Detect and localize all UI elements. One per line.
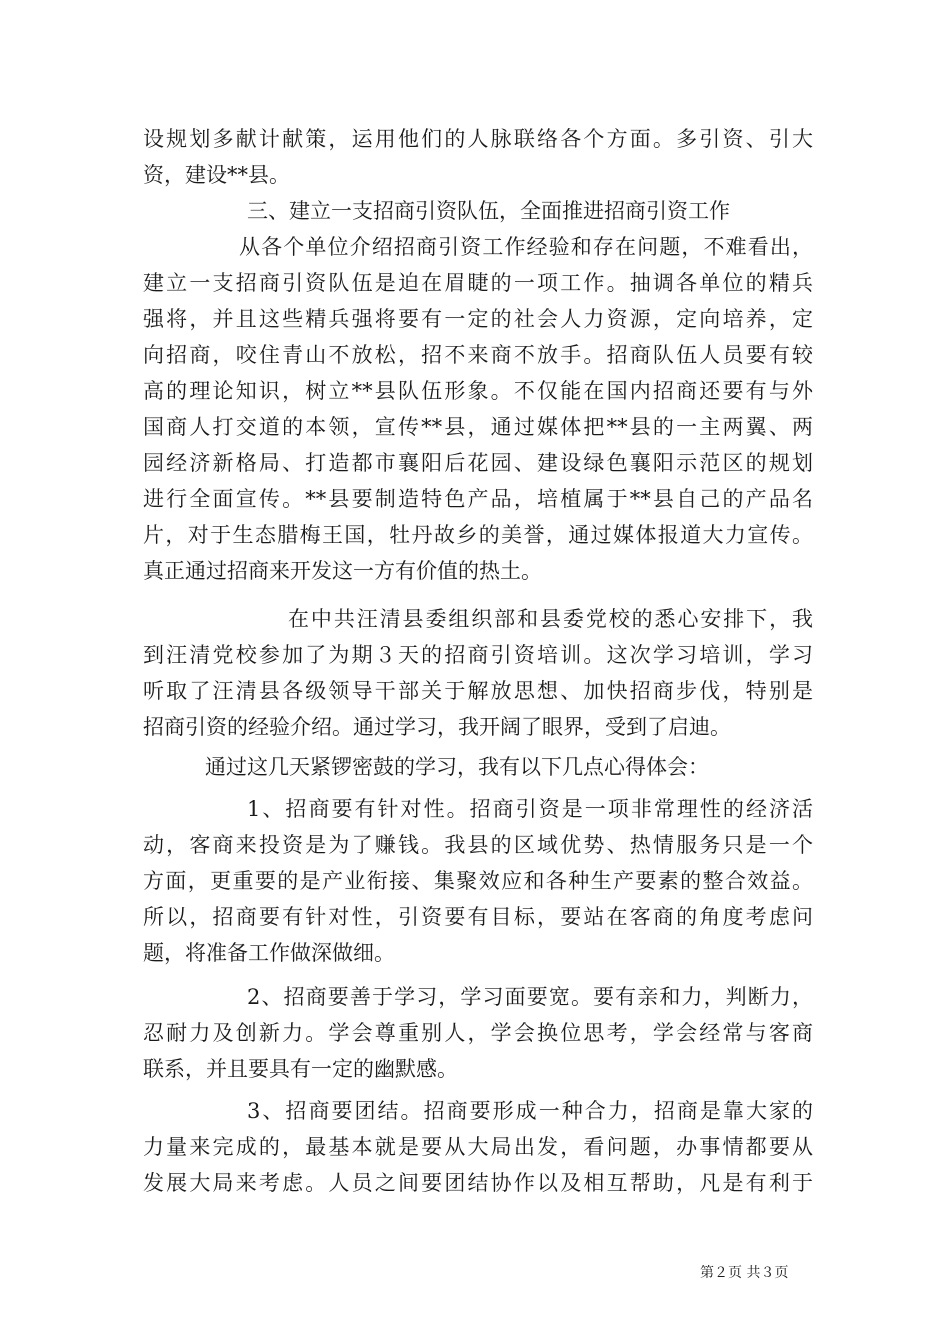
- text-line: 片，对于生态腊梅王国，牡丹故乡的美誉，通过媒体报道大力宣传。: [143, 523, 813, 547]
- text-line: 建立一支招商引资队伍是迫在眉睫的一项工作。抽调各单位的精兵: [143, 271, 813, 295]
- text-line: 向招商，咬住青山不放松，招不来商不放手。招商队伍人员要有较: [143, 343, 813, 367]
- text-line: 真正通过招商来开发这一方有价值的热土。: [143, 559, 542, 583]
- text-line: 所以，招商要有针对性，引资要有目标，要站在客商的角度考虑问: [143, 905, 813, 929]
- section-heading: 三、建立一支招商引资队伍，全面推进招商引资工作: [247, 199, 730, 223]
- text-line: 方面，更重要的是产业衔接、集聚效应和各种生产要素的整合效益。: [143, 869, 813, 893]
- text-line: 通过这几天紧锣密鼓的学习，我有以下几点心得体会：: [205, 755, 709, 779]
- list-item-1: 1、招商要有针对性。招商引资是一项非常理性的经济活: [247, 797, 813, 821]
- text-line: 动，客商来投资是为了赚钱。我县的区域优势、热情服务只是一个: [143, 833, 813, 857]
- text-line: 进行全面宣传。**县要制造特色产品，培植属于**县自己的产品名: [143, 487, 813, 511]
- text-line: 题，将准备工作做深做细。: [143, 941, 395, 965]
- text-line: 设规划多献计献策，运用他们的人脉联络各个方面。多引资、引大: [143, 127, 813, 151]
- text-line: 强将，并且这些精兵强将要有一定的社会人力资源，定向培养，定: [143, 307, 813, 331]
- text-line: 国商人打交道的本领，宣传**县，通过媒体把**县的一主两翼、两: [143, 415, 813, 439]
- list-item-2: 2、招商要善于学习，学习面要宽。要有亲和力，判断力，: [247, 985, 813, 1009]
- text-line: 高的理论知识，树立**县队伍形象。不仅能在国内招商还要有与外: [143, 379, 813, 403]
- text-line: 忍耐力及创新力。学会尊重别人，学会换位思考，学会经常与客商: [143, 1021, 813, 1045]
- text-line: 园经济新格局、打造都市襄阳后花园、建设绿色襄阳示范区的规划: [143, 451, 813, 475]
- text-line: 联系，并且要具有一定的幽默感。: [143, 1057, 458, 1081]
- text-line: 发展大局来考虑。人员之间要团结协作以及相互帮助，凡是有利于: [143, 1171, 813, 1195]
- text-line: 听取了汪清县各级领导干部关于解放思想、加快招商步伐，特别是: [143, 679, 813, 703]
- page-number: 第２页 共３页: [700, 1265, 789, 1281]
- text-line: 在中共汪清县委组织部和县委党校的悉心安排下，我: [288, 607, 813, 631]
- text-line: 资，建设**县。: [143, 163, 290, 187]
- text-line: 到汪清党校参加了为期３天的招商引资培训。这次学习培训，学习: [143, 643, 813, 667]
- text-line: 力量来完成的，最基本就是要从大局出发，看问题，办事情都要从: [143, 1135, 813, 1159]
- text-line: 招商引资的经验介绍。通过学习，我开阔了眼界，受到了启迪。: [143, 715, 731, 739]
- text-line: 从各个单位介绍招商引资工作经验和存在问题，不难看出，: [239, 235, 813, 259]
- list-item-3: 3、招商要团结。招商要形成一种合力，招商是靠大家的: [247, 1099, 813, 1123]
